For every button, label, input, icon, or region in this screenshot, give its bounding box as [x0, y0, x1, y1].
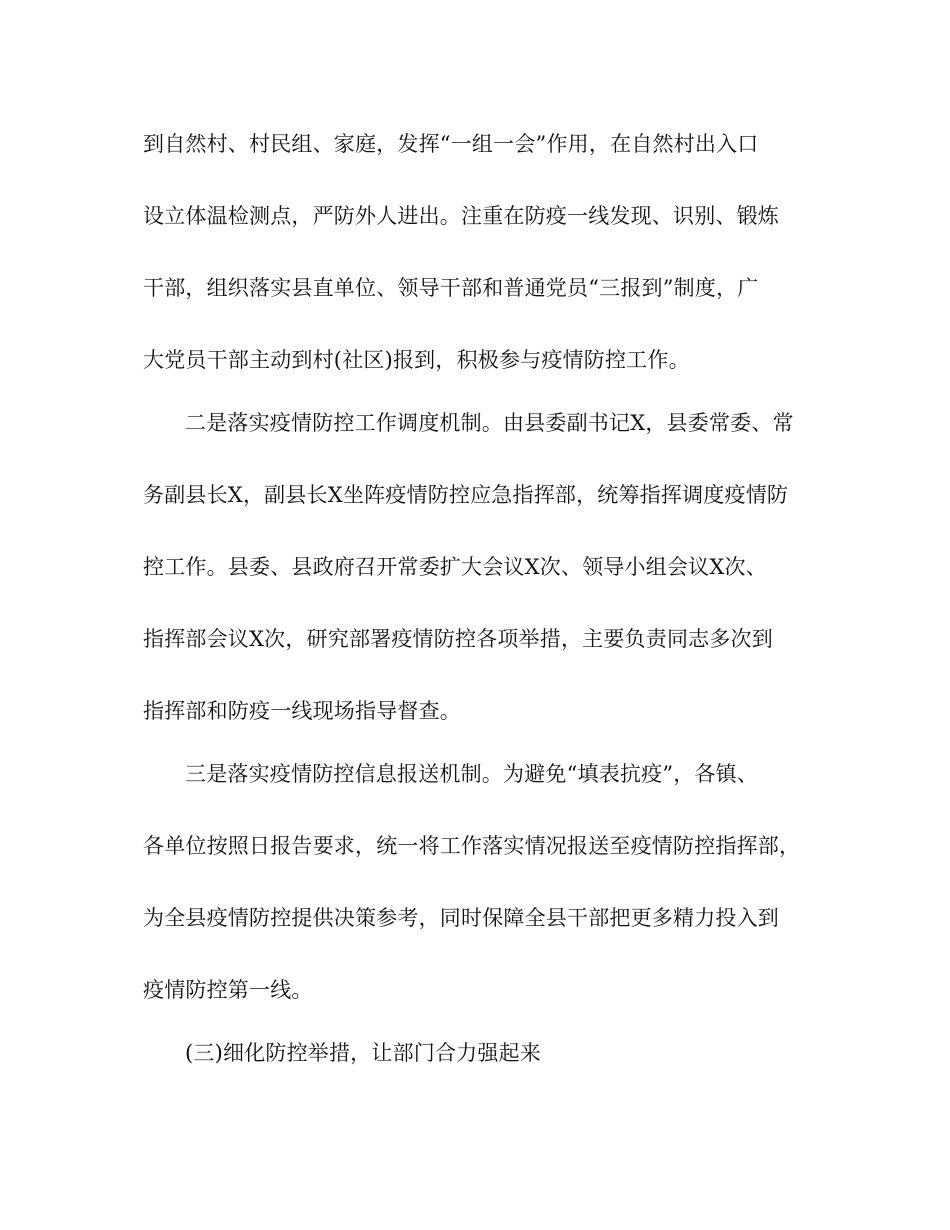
- paragraph-line: 务副县长X，副县长X坐阵疫情防控应急指挥部，统筹指挥调度疫情防: [143, 483, 789, 507]
- paragraph-line: 到自然村、村民组、家庭，发挥“一组一会”作用，在自然村出入口: [143, 132, 759, 156]
- paragraph-line: 干部，组织落实县直单位、领导干部和普通党员“三报到”制度，广: [143, 276, 759, 300]
- paragraph-line: 疫情防控第一线。: [143, 978, 313, 1002]
- paragraph-line: 三是落实疫情防控信息报送机制。为避免“填表抗疫”，各镇、: [185, 762, 759, 786]
- paragraph-line: 各单位按照日报告要求，统一将工作落实情况报送至疫情防控指挥部，: [143, 834, 801, 858]
- section-heading: (三)细化防控举措，让部门合力强起来: [185, 1041, 541, 1065]
- paragraph-line: 大党员干部主动到村(社区)报到，积极参与疫情防控工作。: [143, 348, 690, 372]
- paragraph-line: 为全县疫情防控提供决策参考，同时保障全县干部把更多精力投入到: [143, 906, 779, 930]
- paragraph-line: 控工作。县委、县政府召开常委扩大会议X次、领导小组会议X次、: [143, 555, 767, 579]
- paragraph-line: 设立体温检测点，严防外人进出。注重在防疫一线发现、识别、锻炼: [143, 204, 779, 228]
- paragraph-line: 指挥部会议X次，研究部署疫情防控各项举措，主要负责同志多次到: [143, 627, 773, 651]
- paragraph-line: 指挥部和防疫一线现场指导督查。: [143, 699, 461, 723]
- paragraph-line: 二是落实疫情防控工作调度机制。由县委副书记X，县委常委、常: [185, 411, 794, 435]
